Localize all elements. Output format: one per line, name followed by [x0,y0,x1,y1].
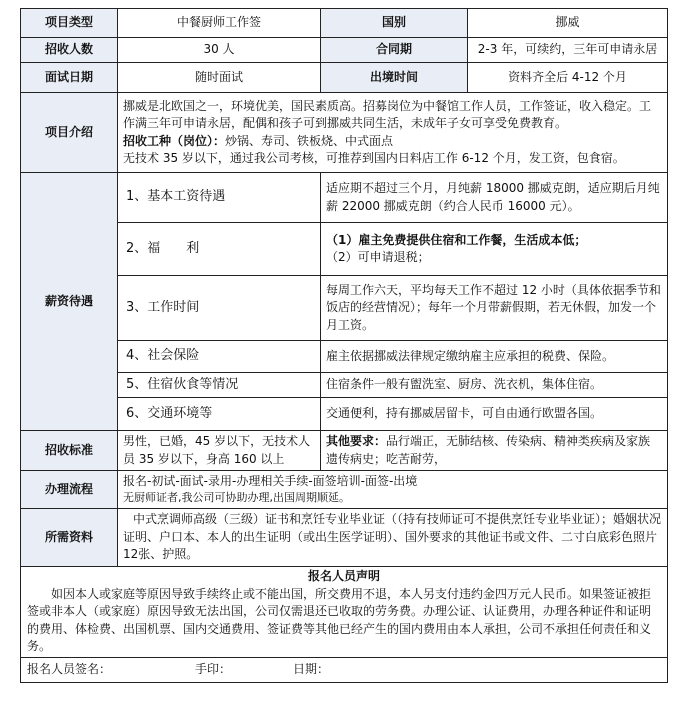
interview-date-label: 面试日期 [21,63,118,93]
required-docs-content: 中式烹调师高级（三级）证书和烹饪专业毕业证（（持有技师证可不提供烹饪专业毕业证）；婚姻状况证明、户口本、本人的出生证明（或出生医学证明）、国外要求的其他证书或文件、二寸白底彩色照片 12张、护照。 [118,509,668,566]
project-intro-label: 项目介绍 [21,93,118,173]
recruit-standard-row [21,431,668,471]
interview-date-value: 随时面试 [118,63,321,93]
recruit-standard-label: 招收标准 [21,431,118,471]
project-type-label: 项目类型 [21,9,118,38]
headcount-label: 招收人数 [21,38,118,63]
interview-date-row [21,63,668,93]
country-label: 国别 [321,9,468,38]
positions-heading: 招收工种（岗位）： [123,133,226,148]
headcount-row [21,38,668,63]
declaration-title: 报名人员声明 [21,566,668,586]
declaration-title-row [21,566,668,586]
other-requirements-text: 品行端正，无肺结核、传染病、精神类疾病及家族遗传病史；吃苦耐劳， [326,434,651,466]
application-form-table [20,8,668,683]
intro-paragraph: 挪威是北欧国之一，环境优美，国民素质高。招募岗位为中餐馆工作人员，工作签证，收入稳定。工作满三年可申请永居，配偶和孩子可到挪威共同生活，未成年子女可享受免费教育。 [123,98,652,131]
process-content [118,471,668,509]
declaration-text-row [21,586,668,658]
salary-item-desc: 住宿条件一般有盥洗室、厨房、洗衣机，集体住宿。 [321,373,668,398]
salary-row-1 [21,173,668,223]
project-type-value: 中餐厨师工作签 [118,9,321,38]
salary-item-desc: 交通便利，持有挪威居留卡，可自由通行欧盟各国。 [321,398,668,431]
project-type-row [21,9,668,38]
salary-item-name: 3、工作时间 [118,276,321,341]
date-field[interactable]: 日期： [293,662,330,677]
recruit-other-requirements [321,431,668,471]
contract-period-value: 2-3 年，可续约，三年可申请永居 [468,38,668,63]
intro-positions [123,133,662,150]
departure-time-label: 出境时间 [321,63,468,93]
fingerprint-field[interactable]: 手印： [195,662,232,677]
salary-item-name: 2、福 利 [118,223,321,276]
salary-item-name: 1、基本工资待遇 [118,173,321,223]
required-docs-row [21,509,668,566]
salary-item-name: 5、住宿伙食等情况 [118,373,321,398]
process-note: 无厨师证者,我公司可协助办理,出国周期顺延。 [123,491,350,505]
salary-item-desc: 适应期不超过三个月，月纯薪 18000 挪威克朗，适应期后月纯薪 22000 挪威克朗（约合人民币 16000 元）。 [321,173,668,223]
process-label: 办理流程 [21,471,118,509]
country-value: 挪威 [468,9,668,38]
recruit-basic-requirements: 男性，已婚，45 岁以下，无技术人员 35 岁以下，身高 160 以上 [118,431,321,471]
other-requirements-heading: 其他要求： [326,434,387,449]
salary-row-6 [21,398,668,431]
project-intro-row [21,93,668,173]
salary-row-4 [21,341,668,373]
positions-list: 炒锅、寿司、铁板烧、中式面点 [225,133,394,148]
salary-item-name: 4、社会保险 [118,341,321,373]
signature-line [21,658,668,682]
benefit-tax-refund: （2）可申请退税； [326,250,430,264]
salary-row-2 [21,223,668,276]
process-steps: 报名-初试-面试-录用-办理相关手续-面签培训-面签-出境 [123,474,418,488]
signature-row [21,658,668,682]
benefit-housing: （1）雇主免费提供住宿和工作餐，生活成本低； [326,232,587,247]
headcount-value: 30 人 [118,38,321,63]
project-intro-content [118,93,668,173]
intro-training-note: 无技术 35 岁以下，通过我公司考核，可推荐到国内日料店工作 6-12 个月，发工资，包食宿。 [123,150,625,165]
salary-item-name: 6、交通环境等 [118,398,321,431]
declaration-text: 如因本人或家庭等原因导致手续终止或不能出国，所交费用不退，本人另支付违约金四万元人民币。如果签证被拒签或非本人（或家庭）原因导致无法出国，公司仅需退还已收取的劳务费。办理公证、认证费用，办理各种证件和证明的费用、体检费、出国机票、国内交通费用、签证费等其他已经产生的国内费用由本人承担，公司不承担任何责任和义务。 [21,586,668,658]
applicant-signature-field[interactable]: 报名人员签名： [27,662,112,677]
salary-label: 薪资待遇 [21,173,118,431]
salary-row-5 [21,373,668,398]
salary-item-desc: 每周工作六天，平均每天工作不超过 12 小时（具体依据季节和饭店的经营情况）；每年一个月带薪假期，若无休假，加发一个月工资。 [321,276,668,341]
process-row [21,471,668,509]
required-docs-label: 所需资料 [21,509,118,566]
contract-period-label: 合同期 [321,38,468,63]
salary-row-3 [21,276,668,341]
departure-time-value: 资料齐全后 4-12 个月 [468,63,668,93]
salary-item-desc [321,223,668,276]
salary-item-desc: 雇主依据挪威法律规定缴纳雇主应承担的税费、保险。 [321,341,668,373]
